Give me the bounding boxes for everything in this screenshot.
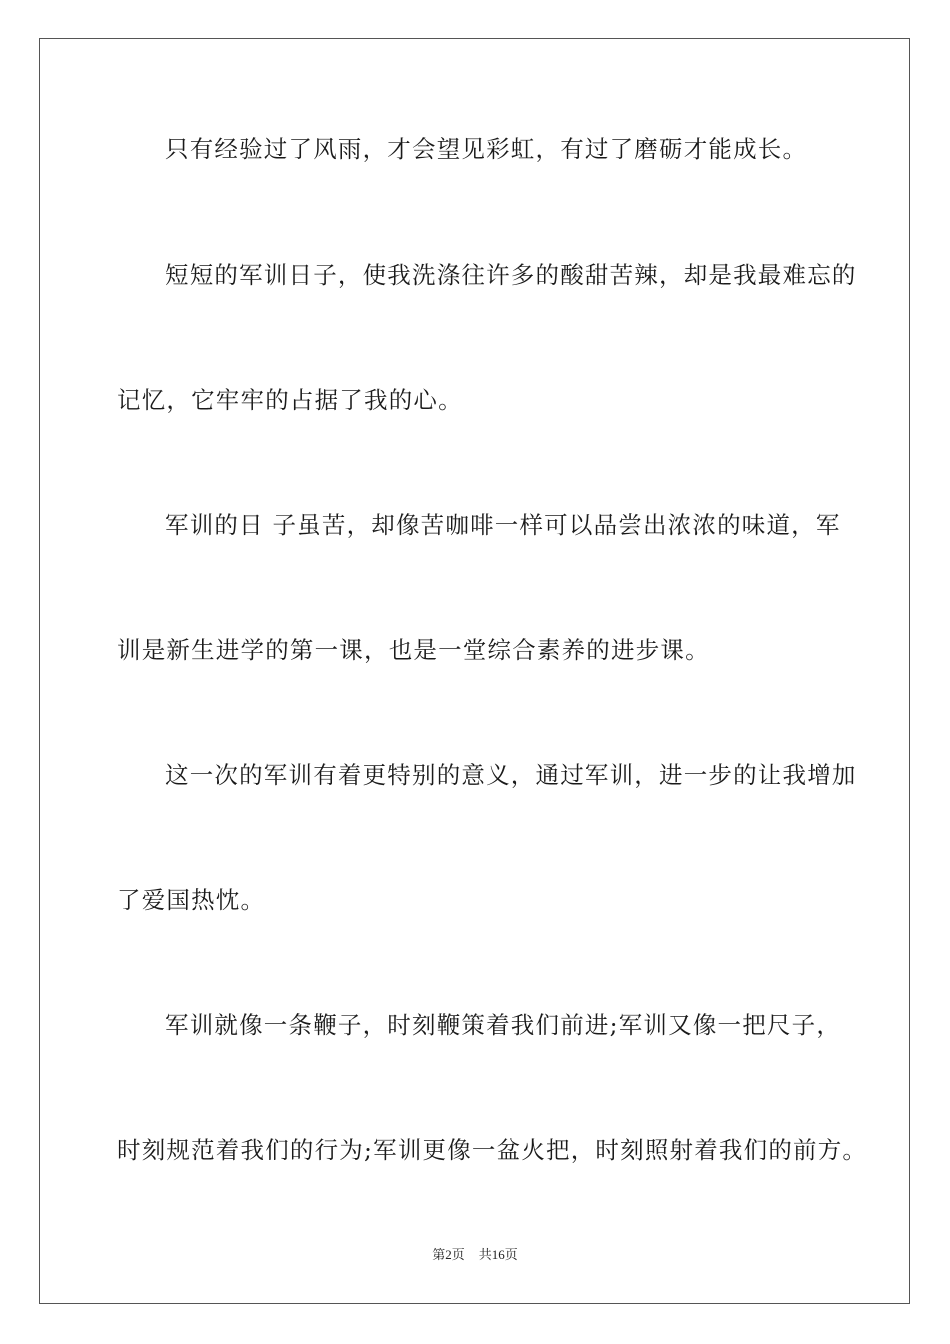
paragraph-line: 时刻规范着我们的行为;军训更像一盆火把，时刻照射着我们的前方。 (117, 1136, 868, 1164)
page-number: 第2页 (432, 1247, 465, 1262)
paragraph-line: 记忆，它牢牢的占据了我的心。 (117, 386, 463, 414)
paragraph-line: 军训就像一条鞭子，时刻鞭策着我们前进;军训又像一把尺子， (165, 1011, 842, 1039)
paragraph-line: 训是新生进学的第一课，也是一堂综合素养的进步课。 (117, 636, 710, 664)
paragraph-line: 了爱国热忱。 (117, 886, 266, 914)
paragraph-line: 军训的日 子虽苦，却像苦咖啡一样可以品尝出浓浓的味道，军 (165, 511, 841, 539)
page-footer (0, 1244, 950, 1263)
page-border (39, 38, 910, 1304)
paragraph-line: 短短的军训日子，使我洗涤往许多的酸甜苦辣，却是我最难忘的 (165, 261, 857, 289)
paragraph-line: 只有经验过了风雨，才会望见彩虹，有过了磨砺才能成长。 (165, 135, 808, 163)
paragraph-line: 这一次的军训有着更特别的意义，通过军训，进一步的让我增加 (165, 761, 857, 789)
total-pages: 共16页 (478, 1247, 518, 1262)
